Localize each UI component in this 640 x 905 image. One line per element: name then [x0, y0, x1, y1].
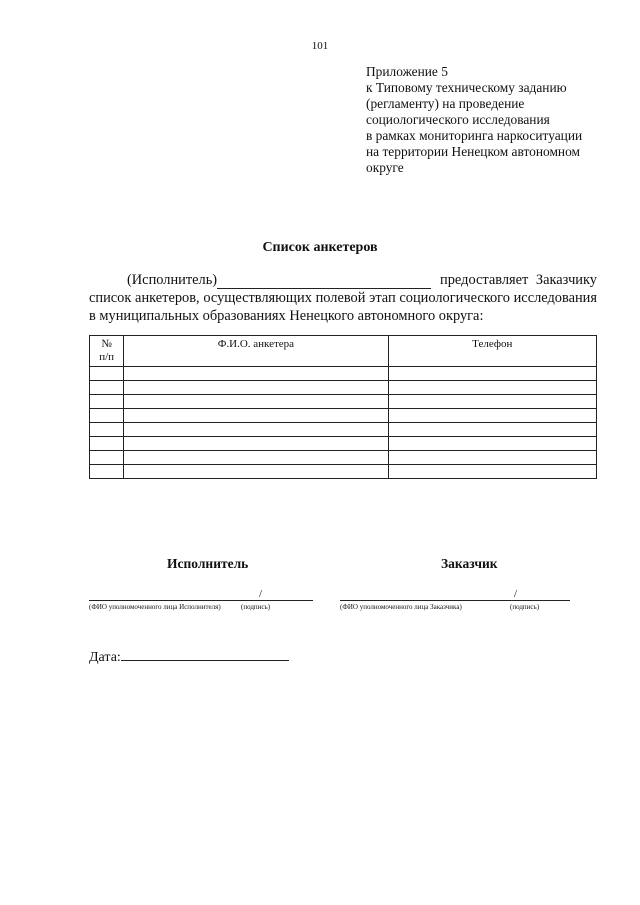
num-cell[interactable] — [90, 381, 124, 395]
name-cell[interactable] — [124, 437, 388, 451]
name-cell[interactable] — [124, 451, 388, 465]
appendix-line: к Типовому техническому заданию — [366, 80, 567, 95]
appendix-line: социологического исследования — [366, 112, 550, 127]
date-field — [89, 648, 289, 666]
name-cell[interactable] — [124, 465, 388, 479]
num-cell[interactable] — [90, 367, 124, 381]
customer-heading: Заказчик — [441, 556, 498, 571]
table-row — [90, 437, 597, 451]
executor-heading: Исполнитель — [167, 556, 249, 571]
document-title: Список анкетеров — [262, 240, 378, 255]
customer-signature-block — [340, 584, 570, 613]
name-cell[interactable] — [124, 423, 388, 437]
table-row — [90, 381, 597, 395]
customer-signature-line[interactable] — [340, 584, 570, 601]
header-num — [90, 336, 124, 367]
appendix-line: в рамках мониторинга наркоситуации — [366, 128, 583, 143]
num-cell[interactable] — [90, 395, 124, 409]
phone-cell[interactable] — [388, 409, 596, 423]
name-cell[interactable] — [124, 409, 388, 423]
phone-cell[interactable] — [388, 395, 596, 409]
phone-cell[interactable] — [388, 465, 596, 479]
executor-caption-name: (ФИО уполномоченного лица Исполнителя) — [89, 603, 221, 611]
num-cell[interactable] — [90, 437, 124, 451]
header-num-line2: п/п — [99, 351, 115, 363]
phone-cell[interactable] — [388, 367, 596, 381]
appendix-line: на территории Ненецком автономном — [366, 144, 580, 159]
table-row — [90, 367, 597, 381]
table-body — [90, 367, 597, 479]
customer-signature-slash: / — [514, 588, 518, 600]
table-header-row — [90, 336, 597, 367]
appendix-line: округе — [366, 160, 404, 175]
table-row — [90, 423, 597, 437]
num-cell[interactable] — [90, 465, 124, 479]
phone-cell[interactable] — [388, 437, 596, 451]
appendix-line: (регламенту) на проведение — [366, 96, 525, 111]
table-row — [90, 395, 597, 409]
intro-paragraph — [89, 271, 597, 325]
date-blank[interactable] — [121, 648, 289, 661]
date-label: Дата: — [89, 650, 121, 665]
name-cell[interactable] — [124, 381, 388, 395]
executor-caption-sign: (подпись) — [241, 603, 271, 611]
executor-signature-line[interactable] — [89, 584, 313, 601]
phone-cell[interactable] — [388, 451, 596, 465]
executor-name-blank — [217, 276, 431, 289]
table-row — [90, 409, 597, 423]
executor-signature-caption — [89, 603, 313, 613]
intro-line-3: в муниципальных образованиях Ненецкого автономного округа: — [89, 308, 484, 324]
num-cell[interactable] — [90, 423, 124, 437]
intro-line-2: список анкетеров, осуществляющих полевой этап социологического исследования — [89, 290, 597, 306]
executor-placeholder-label: (Исполнитель) — [127, 272, 218, 288]
customer-caption-sign: (подпись) — [510, 603, 540, 611]
phone-cell[interactable] — [388, 381, 596, 395]
intro-line-1 — [89, 271, 597, 289]
header-num-line1: № — [101, 338, 112, 350]
table-row — [90, 451, 597, 465]
appendix-line: Приложение 5 — [366, 64, 448, 79]
page-number: 101 — [311, 40, 329, 52]
intro-line-1-suffix: предоставляет Заказчику — [440, 272, 597, 288]
header-phone: Телефон — [388, 336, 596, 367]
phone-cell[interactable] — [388, 423, 596, 437]
table-row — [90, 465, 597, 479]
interviewers-table — [89, 335, 597, 479]
executor-signature-slash: / — [259, 588, 263, 600]
num-cell[interactable] — [90, 451, 124, 465]
header-name: Ф.И.О. анкетера — [124, 336, 388, 367]
customer-caption-name: (ФИО уполномоченного лица Заказчика) — [340, 603, 462, 611]
executor-signature-block — [89, 584, 313, 613]
appendix-note — [366, 64, 616, 176]
customer-signature-caption — [340, 603, 570, 613]
name-cell[interactable] — [124, 367, 388, 381]
name-cell[interactable] — [124, 395, 388, 409]
num-cell[interactable] — [90, 409, 124, 423]
